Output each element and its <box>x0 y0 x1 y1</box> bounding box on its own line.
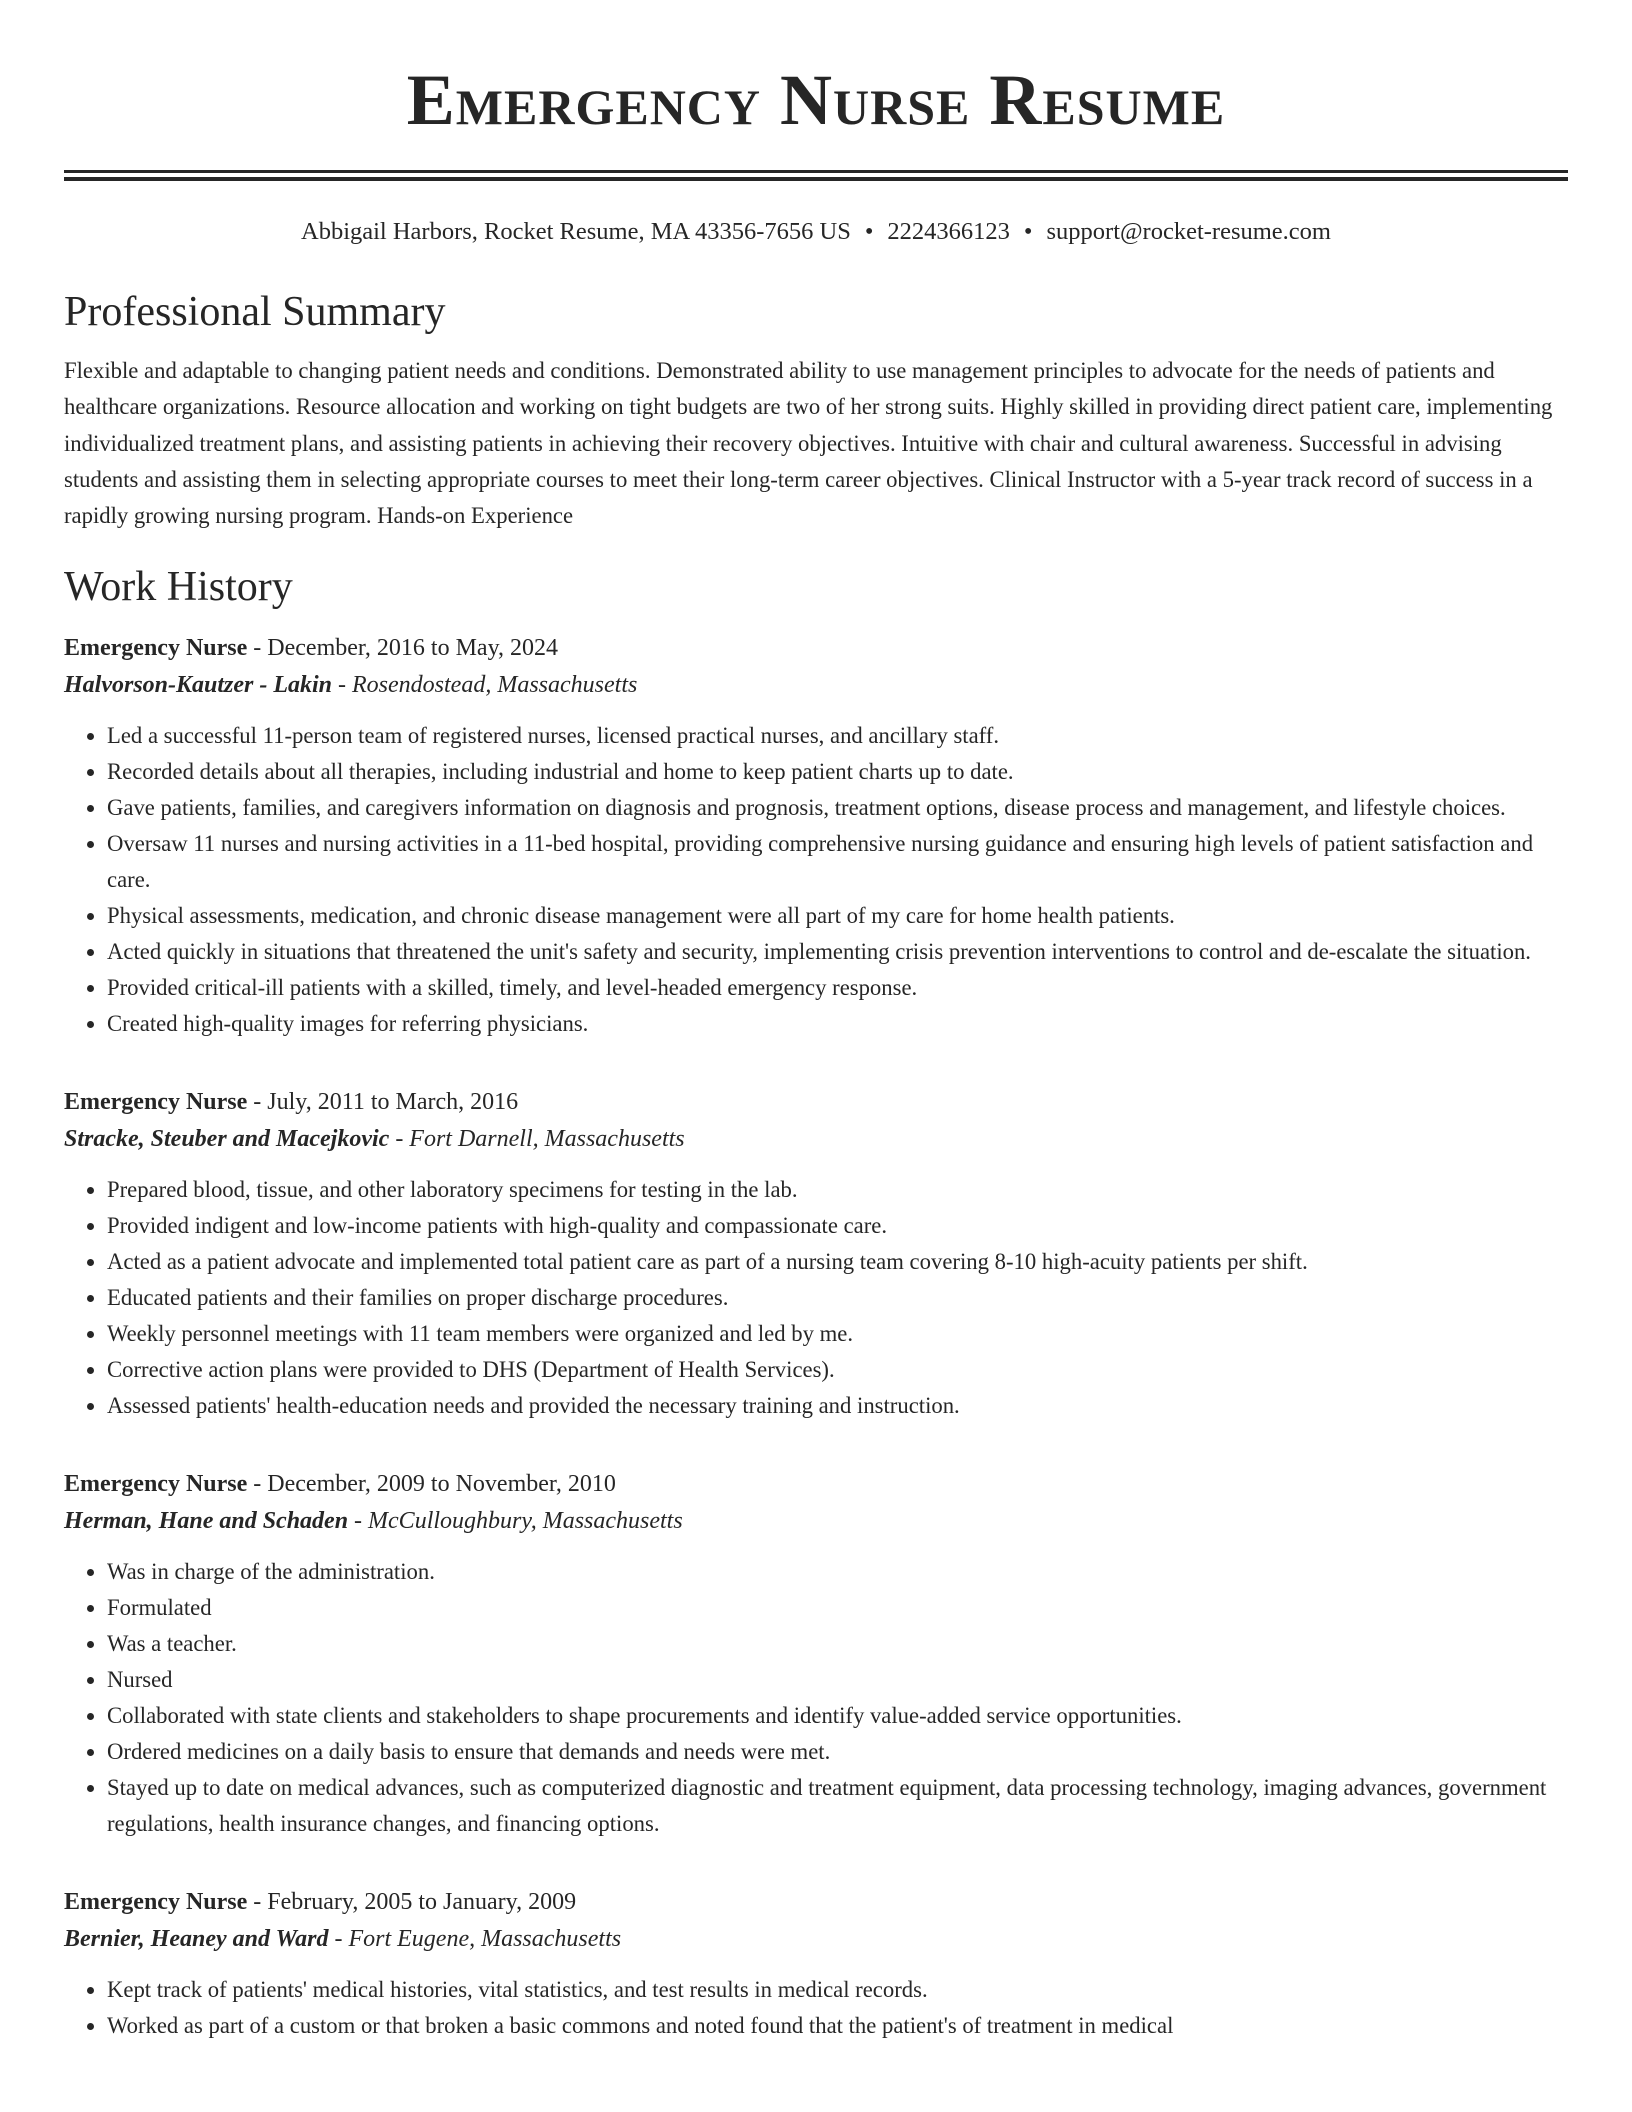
duty-item: • Collaborated with state clients and stakeholders to shape procurements and identify value-added service opportunities. <box>107 1698 1568 1734</box>
title-divider <box>64 170 1568 181</box>
duty-item: • Acted as a patient advocate and implemented total patient care as part of a nursing team covering 8-10 high-acuity patients per shift. <box>107 1244 1568 1280</box>
contact-email[interactable]: support@rocket-resume.com <box>1046 218 1331 245</box>
duty-item: • Kept track of patients' medical histories, vital statistics, and test results in medical records. <box>107 1972 1568 2008</box>
duty-item: • Provided critical-ill patients with a skilled, timely, and level-headed emergency response. <box>107 970 1568 1006</box>
job-title-line <box>64 630 1568 667</box>
employer-name: Bernier, Heaney and Ward <box>64 1926 329 1953</box>
duty-item: • Prepared blood, tissue, and other laboratory specimens for testing in the lab. <box>107 1172 1568 1208</box>
job-entry <box>64 630 1568 1042</box>
duty-item: • Recorded details about all therapies, including industrial and home to keep patient charts up to date. <box>107 754 1568 790</box>
employer-line <box>64 1121 1568 1158</box>
contact-separator: • <box>864 218 874 245</box>
employer-name: Stracke, Steuber and Macejkovic <box>64 1126 390 1153</box>
job-entry <box>64 1084 1568 1424</box>
job-dates: - December, 2009 to November, 2010 <box>247 1471 616 1498</box>
duty-item: • Was a teacher. <box>107 1626 1568 1662</box>
duty-item: • Led a successful 11-person team of registered nurses, licensed practical nurses, and ancillary staff. <box>107 718 1568 754</box>
summary-heading: Professional Summary <box>64 289 446 335</box>
employer-location: - Rosendostead, Massachusetts <box>332 672 638 699</box>
employer-location: - McCulloughbury, Massachusetts <box>348 1508 683 1535</box>
duty-item: • Nursed <box>107 1662 1568 1698</box>
duties-list <box>64 1172 1568 1424</box>
contact-address: Abbigail Harbors, Rocket Resume, MA 43356-7656 US <box>301 218 851 245</box>
employer-location: - Fort Darnell, Massachusetts <box>389 1126 685 1153</box>
job-entry <box>64 1884 1568 2044</box>
job-entry <box>64 1466 1568 1842</box>
employer-location: - Fort Eugene, Massachusetts <box>328 1926 622 1953</box>
duty-item: • Corrective action plans were provided to DHS (Department of Health Services). <box>107 1352 1568 1388</box>
duty-item: • Provided indigent and low-income patients with high-quality and compassionate care. <box>107 1208 1568 1244</box>
job-dates: - July, 2011 to March, 2016 <box>247 1089 519 1116</box>
duty-item: • Worked as part of a custom or that broken a basic commons and noted found that the patient's of treatment in medical <box>107 2008 1568 2044</box>
duty-item: • Formulated <box>107 1590 1568 1626</box>
contact-phone: 2224366123 <box>887 218 1010 245</box>
employer-name: Herman, Hane and Schaden <box>64 1508 349 1535</box>
employer-line <box>64 1503 1568 1540</box>
summary-text: Flexible and adaptable to changing patient needs and conditions. Demonstrated ability to use management principles to advocate for the needs of patients and healthcare organizations. Resource allocation and working on tight budgets are two of her strong suits. Highly skilled in providing direct patient care, implementing individualized treatment plans, and assisting patients in achieving their recovery objectives. Intuitive with chair and cultural awareness. Successful in advising students and assisting them in selecting appropriate courses to meet their long-term career objectives. Clinical Instructor with a 5-year track record of success in a rapidly growing nursing program. Hands-on Experience <box>64 358 1553 529</box>
duty-item: • Physical assessments, medication, and chronic disease management were all part of my care for home health patients. <box>107 898 1568 934</box>
resume-page <box>64 0 1568 2044</box>
work-history-heading: Work History <box>64 564 293 611</box>
employer-name: Halvorson-Kautzer - Lakin <box>64 672 333 699</box>
page-title: Emergency Nurse Resume <box>406 60 1226 140</box>
duties-list <box>64 1972 1568 2044</box>
job-title: Emergency Nurse <box>64 635 248 662</box>
duty-item: • Ordered medicines on a daily basis to ensure that demands and needs were met. <box>107 1734 1568 1770</box>
job-dates: - February, 2005 to January, 2009 <box>247 1889 577 1916</box>
work-history-list <box>64 630 1568 2044</box>
duty-item: • Educated patients and their families on proper discharge procedures. <box>107 1280 1568 1316</box>
job-title: Emergency Nurse <box>64 1471 248 1498</box>
duties-list <box>64 1554 1568 1842</box>
duty-item: • Gave patients, families, and caregivers information on diagnosis and prognosis, treatment options, disease process and management, and lifestyle choices. <box>107 790 1568 826</box>
contact-separator: • <box>1023 218 1033 245</box>
employer-line <box>64 667 1568 704</box>
duty-item: • Weekly personnel meetings with 11 team members were organized and led by me. <box>107 1316 1568 1352</box>
duty-item: • Assessed patients' health-education needs and provided the necessary training and instruction. <box>107 1388 1568 1424</box>
duty-item: • Was in charge of the administration. <box>107 1554 1568 1590</box>
job-title-line <box>64 1884 1568 1921</box>
job-title: Emergency Nurse <box>64 1889 248 1916</box>
duty-item: • Created high-quality images for referring physicians. <box>107 1006 1568 1042</box>
job-title: Emergency Nurse <box>64 1089 248 1116</box>
duties-list <box>64 718 1568 1042</box>
contact-line <box>64 217 1568 247</box>
job-dates: - December, 2016 to May, 2024 <box>247 635 559 662</box>
duty-item: • Oversaw 11 nurses and nursing activities in a 11-bed hospital, providing comprehensive nursing guidance and ensuring high levels of patient satisfaction and care. <box>107 826 1568 898</box>
job-title-line <box>64 1466 1568 1503</box>
job-title-line <box>64 1084 1568 1121</box>
employer-line <box>64 1921 1568 1958</box>
duty-item: • Acted quickly in situations that threatened the unit's safety and security, implementing crisis prevention interventions to control and de-escalate the situation. <box>107 934 1568 970</box>
duty-item: • Stayed up to date on medical advances, such as computerized diagnostic and treatment equipment, data processing technology, imaging advances, government regulations, health insurance changes, and financing options. <box>107 1770 1568 1842</box>
